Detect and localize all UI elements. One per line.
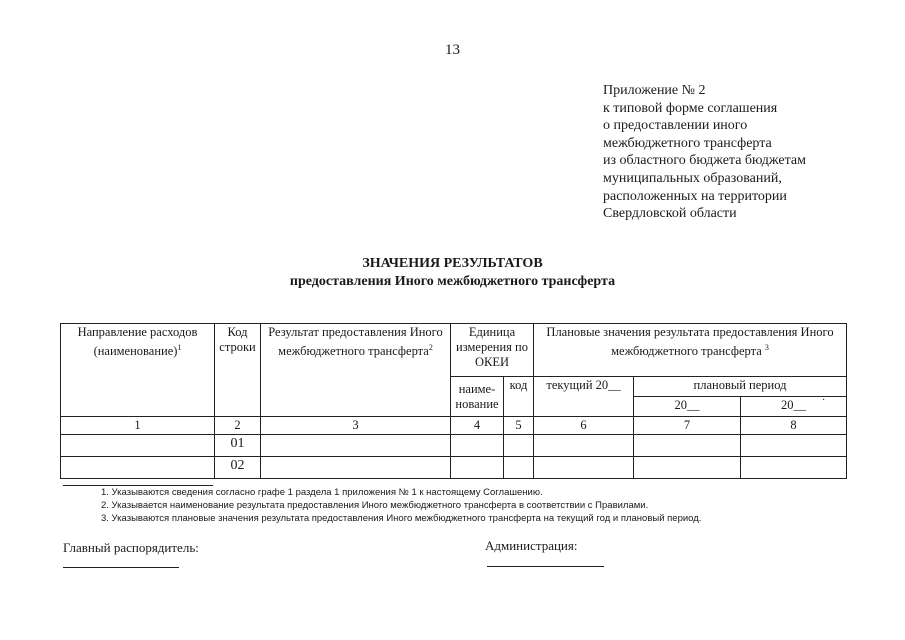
cell-current — [534, 435, 634, 457]
column-number: 8 — [741, 417, 847, 435]
column-number: 3 — [261, 417, 451, 435]
cell-year-1 — [634, 457, 741, 479]
signature-right-label: Администрация: — [485, 538, 578, 553]
cell-result — [261, 435, 451, 457]
column-number: 5 — [504, 417, 534, 435]
column-number: 6 — [534, 417, 634, 435]
header-direction: Направление расходов (наименование)$^1$ — [61, 324, 215, 417]
cell-year-1 — [634, 435, 741, 457]
footnote: 3. Указываются плановые значения результата предоставления Иного межбюджетного трансферта на текущий год и плановый период. — [101, 512, 702, 524]
cell-unit-name — [451, 435, 504, 457]
cell-direction — [61, 435, 215, 457]
appendix-line: расположенных на территории — [603, 188, 787, 204]
appendix-line: Свердловской области — [603, 206, 737, 222]
cell-row-code: 01 — [215, 435, 261, 457]
signature-left-line — [63, 567, 179, 568]
cell-unit-code — [504, 457, 534, 479]
signature-left-label: Главный распорядитель: — [63, 540, 199, 555]
appendix-line: межбюджетного трансферта — [603, 135, 772, 151]
table-row — [61, 457, 847, 479]
appendix-line: о предоставлении иного — [603, 118, 748, 134]
cell-unit-name — [451, 457, 504, 479]
header-unit-code: код — [504, 377, 534, 417]
footnote: 1. Указываются сведения согласно графе 1 раздела 1 приложения № 1 к настоящему Соглашению. — [101, 487, 543, 498]
document-title — [0, 255, 905, 291]
page-number: 13 — [445, 42, 460, 58]
cell-unit-code — [504, 435, 534, 457]
header-unit: Единица измерения по ОКЕИ — [451, 324, 534, 377]
header-code: Код строки — [215, 324, 261, 417]
appendix-heading — [603, 82, 806, 223]
table-row — [61, 435, 847, 457]
header-year-2: 20__ — [741, 397, 847, 417]
column-number: 4 — [451, 417, 504, 435]
footnotes — [101, 487, 701, 525]
column-number: 2 — [215, 417, 261, 435]
cell-result — [261, 457, 451, 479]
cell-year-2 — [741, 457, 847, 479]
appendix-line: к типовой форме соглашения — [603, 100, 778, 116]
appendix-line: Приложение № 2 — [603, 83, 706, 98]
title-line-2: предоставления Иного межбюджетного трансферта — [289, 274, 616, 289]
column-number: 1 — [61, 417, 215, 435]
header-result: Результат предоставления Иного межбюджетного трансферта$^2$ — [261, 324, 451, 417]
appendix-line: муниципальных образований, — [603, 170, 782, 186]
stray-mark: · — [822, 395, 826, 406]
header-plan-period: плановый период — [634, 377, 847, 397]
signature-right-line — [487, 566, 604, 567]
header-planned-values: Плановые значения результата предоставления Иного межбюджетного трансферта $^3$ — [534, 324, 847, 377]
footnote-separator — [63, 485, 213, 486]
results-table — [60, 323, 847, 479]
cell-row-code: 02 — [215, 457, 261, 479]
cell-year-2 — [741, 435, 847, 457]
title-line-1: ЗНАЧЕНИЯ РЕЗУЛЬТАТОВ — [362, 256, 543, 271]
header-current-year: текущий 20__ — [534, 377, 634, 417]
footnote: 2. Указывается наименование результата предоставления Иного межбюджетного трансферта в соответствии с Правилами. — [101, 499, 649, 511]
header-unit-name: наиме-нование — [451, 377, 504, 417]
cell-current — [534, 457, 634, 479]
appendix-line: из областного бюджета бюджетам — [603, 153, 806, 169]
cell-direction — [61, 457, 215, 479]
header-year-1: 20__ — [634, 397, 741, 417]
column-number: 7 — [634, 417, 741, 435]
